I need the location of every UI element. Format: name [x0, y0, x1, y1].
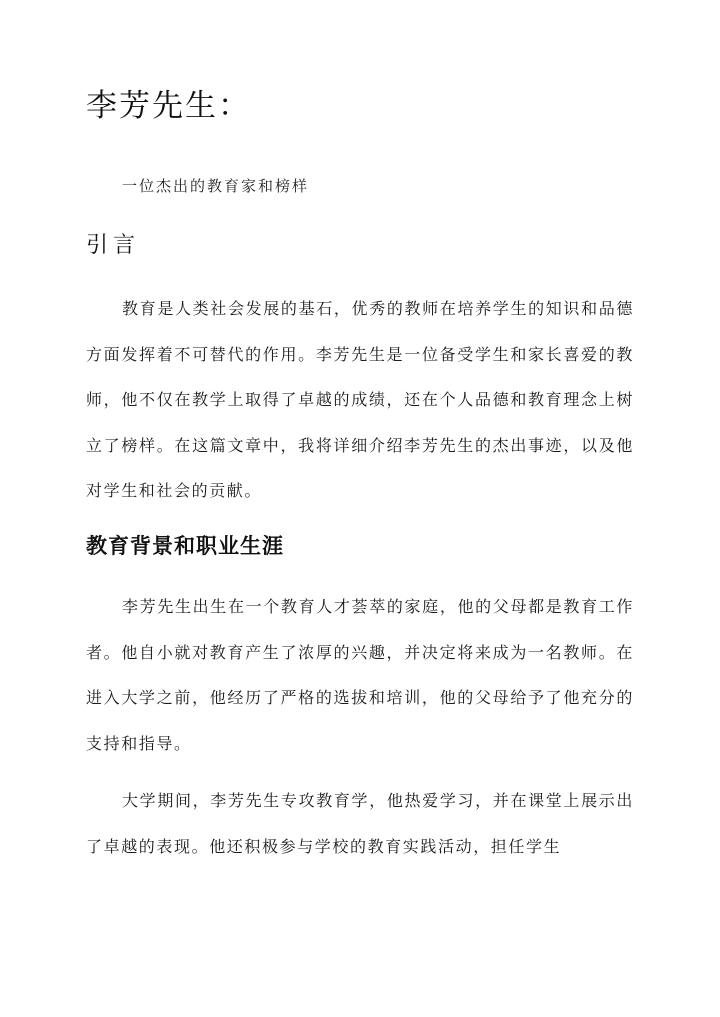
section-heading-background: 教育背景和职业生涯 [86, 534, 284, 558]
section-heading-intro: 引言 [86, 233, 141, 258]
intro-paragraph: 教育是人类社会发展的基石，优秀的教师在培养学生的知识和品德方面发挥着不可替代的作用。李芳先生是一位备受学生和家长喜爱的教师，他不仅在教学上取得了卓越的成绩，还在个人品德和教育理念上树立了榜样。在这篇文章中，我将详细介绍李芳先生的杰出事迹，以及他对学生和社会的贡献。 [86, 299, 634, 500]
background-paragraph-2: 大学期间，李芳先生专攻教育学，他热爱学习，并在课堂上展示出了卓越的表现。他还积极参与学校的教育实践活动，担任学生 [86, 791, 634, 856]
page-title: 李芳先生： [86, 88, 251, 124]
page-subtitle: 一位杰出的教育家和榜样 [122, 177, 310, 195]
background-paragraph-1: 李芳先生出生在一个教育人才荟萃的家庭，他的父母都是教育工作者。他自小就对教育产生了浓厚的兴趣，并决定将来成为一名教师。在进入大学之前，他经历了严格的选拔和培训，他的父母给予了他充分的支持和指导。 [86, 597, 634, 753]
